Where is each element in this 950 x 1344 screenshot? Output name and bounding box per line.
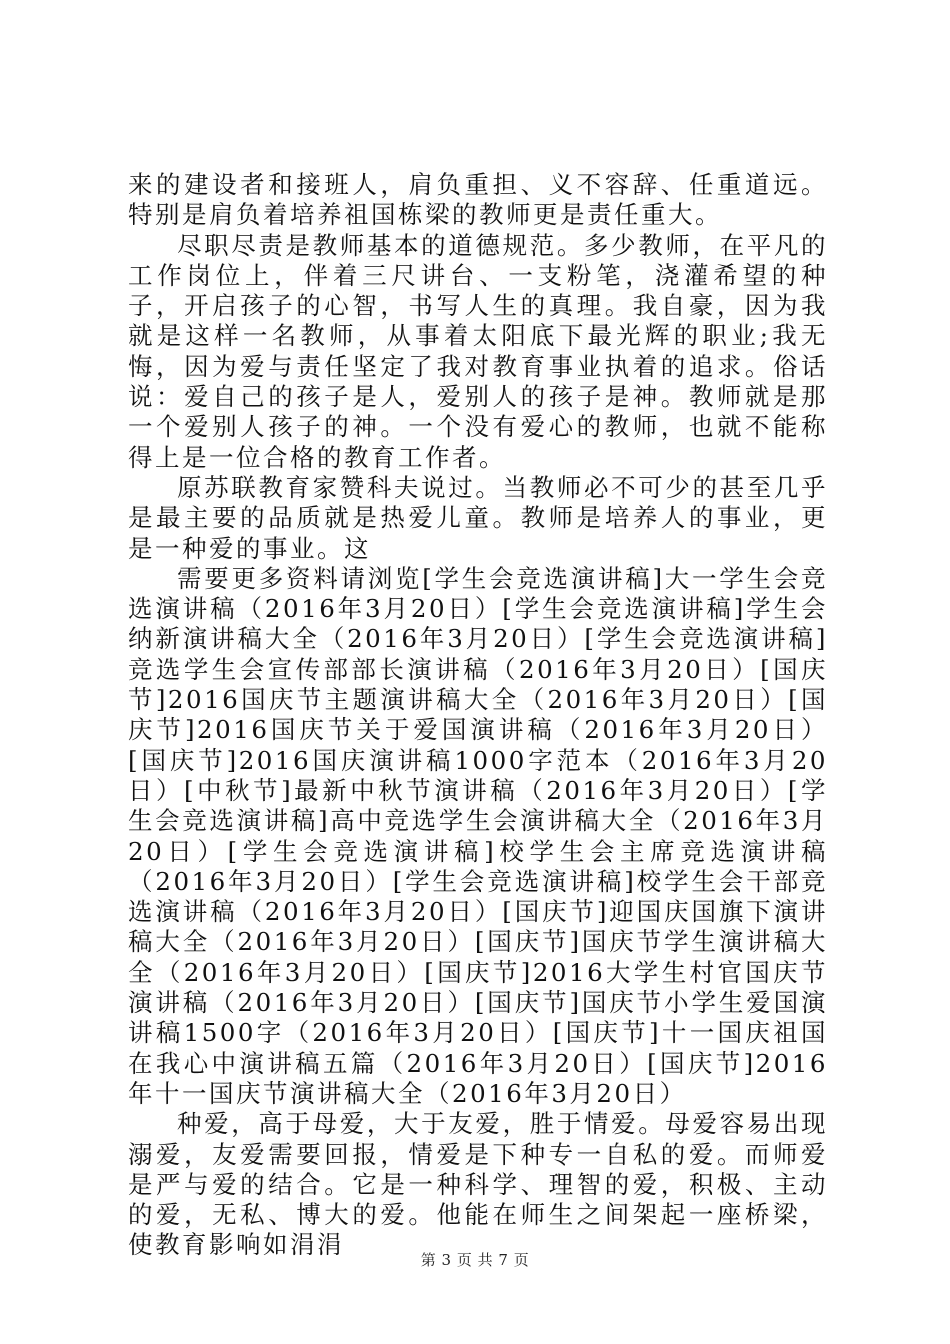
- paragraph-1: 来的建设者和接班人，肩负重担、义不容辞、任重道远。特别是肩负着培养祖国栋梁的教师更是责任重大。: [128, 170, 828, 230]
- paragraph-2: 尽职尽责是教师基本的道德规范。多少教师，在平凡的工作岗位上，伴着三尺讲台、一支粉笔，浇灌希望的种子，开启孩子的心智，书写人生的真理。我自豪，因为我就是这样一名教师，从事着太阳底下最光辉的职业;我无悔，因为爱与责任坚定了我对教育事业执着的追求。俗话说：爱自己的孩子是人，爱别人的孩子是神。教师就是那一个爱别人孩子的神。一个没有爱心的教师，也就不能称得上是一位合格的教育工作者。: [128, 230, 828, 472]
- document-body: [128, 170, 828, 1261]
- page-footer: 第 3 页 共 7 页: [420, 1251, 530, 1269]
- paragraph-5: 种爱，高于母爱，大于友爱，胜于情爱。母爱容易出现溺爱，友爱需要回报，情爱是下种专一自私的爱。而师爱是严与爱的结合。它是一种科学、理智的爱，积极、主动的爱，无私、博大的爱。他能在师生之间架起一座桥梁，使教育影响如涓涓: [128, 1109, 828, 1260]
- paragraph-4-links: 需要更多资料请浏览[学生会竞选演讲稿]大一学生会竞选演讲稿（2016年3月20日）[学生会竞选演讲稿]学生会纳新演讲稿大全（2016年3月20日）[学生会竞选演讲稿]竞选学生会宣传部部长演讲稿（2016年3月20日）[国庆节]2016国庆节主题演讲稿大全（2016年3月20日）[国庆节]2016国庆节关于爱国演讲稿（2016年3月20日）[国庆节]2016国庆演讲稿1000字范本（2016年3月20日）[中秋节]最新中秋节演讲稿（2016年3月20日）[学生会竞选演讲稿]高中竞选学生会演讲稿大全（2016年3月20日）[学生会竞选演讲稿]校学生会主席竞选演讲稿（2016年3月20日）[学生会竞选演讲稿]校学生会干部竞选演讲稿（2016年3月20日）[国庆节]迎国庆国旗下演讲稿大全（2016年3月20日）[国庆节]国庆节学生演讲稿大全（2016年3月20日）[国庆节]2016大学生村官国庆节演讲稿（2016年3月20日）[国庆节]国庆节小学生爱国演讲稿1500字（2016年3月20日）[国庆节]十一国庆祖国在我心中演讲稿五篇（2016年3月20日）[国庆节]2016年十一国庆节演讲稿大全（2016年3月20日）: [128, 563, 828, 1108]
- paragraph-3: 原苏联教育家赞科夫说过。当教师必不可少的甚至几乎是最主要的品质就是热爱儿童。教师是培养人的事业，更是一种爱的事业。这: [128, 472, 828, 563]
